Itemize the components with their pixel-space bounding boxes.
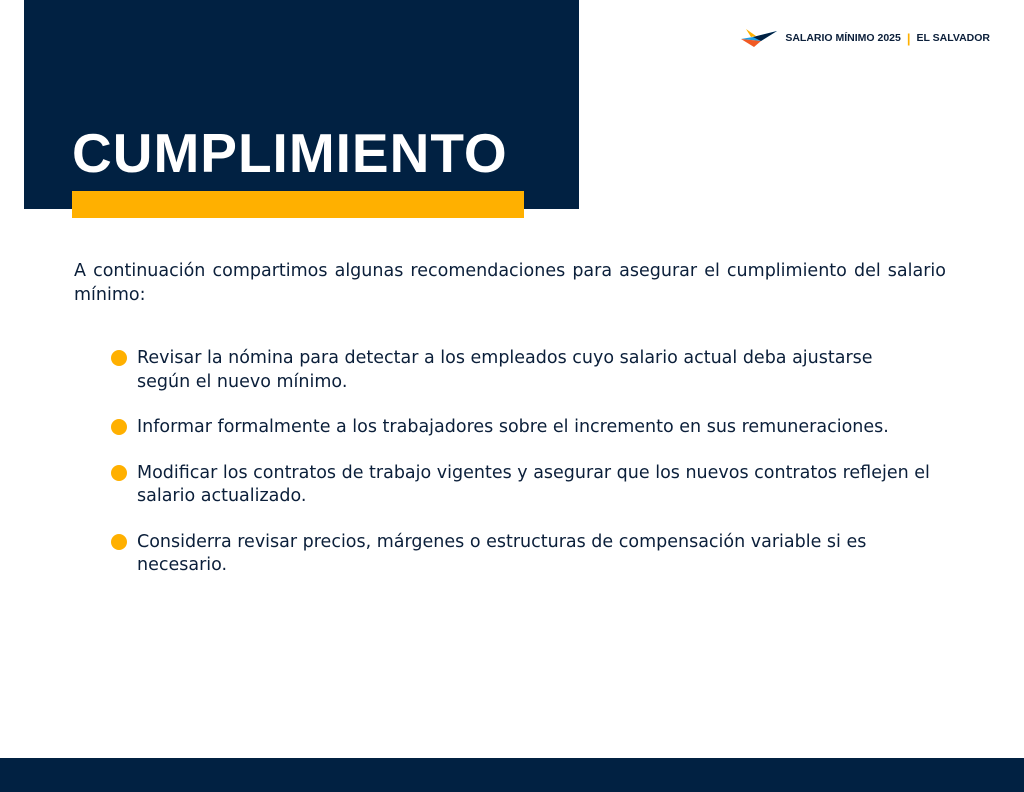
footer-bar (0, 758, 1024, 792)
bullet-dot (111, 465, 127, 481)
list-item (110, 531, 930, 578)
paper-plane-arrow-icon (739, 27, 779, 49)
list-item-text: Modificar los contratos de trabajo vigentes y asegurar que los nuevos contratos reflejen el salario actualizado. (137, 462, 930, 506)
list-item (110, 462, 930, 509)
brand-header (739, 27, 990, 49)
brand-separator: | (906, 30, 911, 46)
list-item-text: Considerra revisar precios, márgenes o estructuras de compensación variable si es necesario. (137, 531, 867, 575)
page-title: CUMPLIMIENTO (72, 122, 508, 184)
brand-country: EL SALVADOR (916, 32, 990, 44)
intro-paragraph: A continuación compartimos algunas recomendaciones para asegurar el cumplimiento del salario mínimo: (74, 261, 946, 305)
list-item (110, 416, 930, 440)
title-underline (72, 191, 524, 218)
list-item (110, 347, 930, 394)
list-item-text: Revisar la nómina para detectar a los empleados cuyo salario actual deba ajustarse según el nuevo mínimo. (137, 348, 873, 392)
recommendations-list (110, 347, 930, 600)
brand-title: SALARIO MÍNIMO 2025 (785, 32, 901, 44)
bullet-dot (111, 350, 127, 366)
list-item-text: Informar formalmente a los trabajadores sobre el incremento en sus remuneraciones. (137, 417, 889, 437)
bullet-dot (111, 419, 127, 435)
bullet-dot (111, 534, 127, 550)
